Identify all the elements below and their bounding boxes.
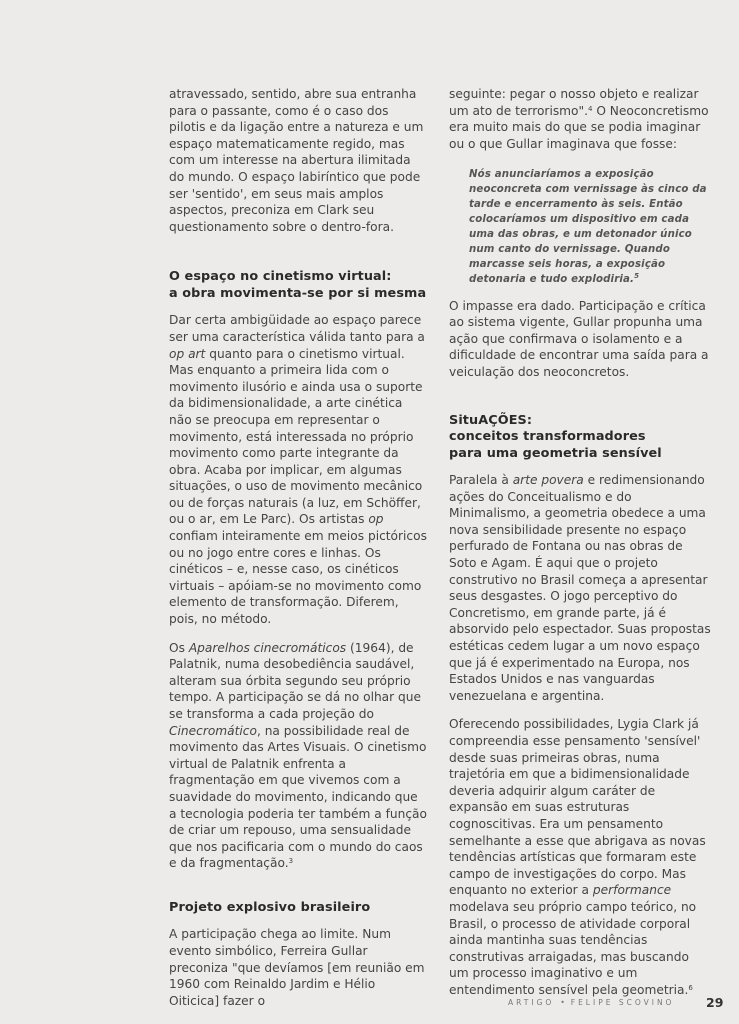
right-column — [449, 86, 711, 999]
block-quote: Nós anunciaríamos a exposição neoconcreta com vernissage às cinco da tarde e encerramento às seis. Então colocaríamos um dispositivo em cada uma das obras, e um detonador único num canto do vernissage. Quando marcasse seis horas, a exposição detonaria e tudo explodiria.$^5$ — [469, 169, 707, 285]
footer-section: ARTIGO — [508, 998, 555, 1007]
section-heading-line: para uma geometria sensível — [449, 445, 662, 461]
section-heading-line: O espaço no cinetismo virtual: — [169, 269, 392, 285]
footer-separator: • — [560, 998, 565, 1007]
section-heading-line: conceitos transformadores — [449, 429, 646, 445]
footnote-ref: 5 — [634, 271, 640, 280]
section-heading-explosive-project: Projeto explosivo brasileiro — [169, 899, 371, 915]
paragraph-spatial-labyrinth: atravessado, sentido, abre sua entranha para o passante, como é o caso dos pilotis e da ligação entre a natureza e um espaço matematicamente regido, mas com um interesse na abertura ilimitada do mundo. O espaço labiríntico que pode ser 'sentido', em seus mais amplos aspectos, preconiza em Clark seu questionamento sobre o dentro-fora. — [169, 87, 424, 234]
page-number: 29 — [706, 995, 724, 1010]
section-heading-line: a obra movimenta-se por si mesma — [169, 285, 427, 301]
left-column — [169, 86, 427, 1009]
paragraph-palatnik: Os Aparelhos cinecromáticos (1964), de Palatnik, numa desobediência saudável, alteram sua órbita segundo seu próprio tempo. A participação se dá no olhar que se transforma a cada projeção do Cinecromático, na possibilidade real de movimento das Artes Visuais. O cinetismo virtual de Palatnik enfrenta a fragmentação em que vivemos com a suavidade do movimento, indicando que a tecnologia poderia ter também a função de criar um repouso, uma sensualidade que nos pacificaria com o mundo do caos e da fragmentação.$^3$ — [169, 640, 427, 871]
section-heading-line: SituAÇÕES: — [449, 412, 533, 428]
paragraph-gullar-participation: A participação chega ao limite. Num evento simbólico, Ferreira Gullar preconiza "que devíamos [em reunião em 1960 com Reinaldo Jardim e Hélio Oiticica] fazer o — [169, 927, 425, 1008]
section-heading-virtual-kineticism — [169, 269, 427, 302]
paragraph-lygia-clark: Oferecendo possibilidades, Lygia Clark já compreendia esse pensamento 'sensível' desde suas primeiras obras, numa trajetória em que a bidimensionalidade deveria adquirir algum caráter de expansão em suas estruturas cognoscitivas. Era um pensamento semelhante a esse que abrigava as novas tendências artísticas que formaram este campo de investigações do corpo. Mas enquanto no exterior a performance modelava seu próprio campo teórico, no Brasil, o processo de atividade corporal ainda mantinha suas tendências construtivas arraigadas, mas buscando um processo imaginativo e um entendimento sensível pela geometria.$^6$ — [449, 717, 706, 997]
footnote-ref: 3 — [288, 857, 294, 866]
footnote-ref: 6 — [688, 983, 693, 992]
paragraph-op-art: Dar certa ambigüidade ao espaço parece ser uma característica válida tanto para a op art quanto para o cinetismo virtual. Mas enquanto a primeira lida com o movimento ilusório e ainda usa o suporte da bidimensionalidade, a arte cinética não se preocupa em representar o movimento, está interessada no próprio movimento como parte integrante da obra. Acaba por implicar, em algumas situações, o uso de movimento mecânico ou de forças naturais (a luz, em Schöffer, ou o ar, em Le Parc). Os artistas op confiam inteiramente em meios pictóricos ou no jogo entre cores e linhas. Os cinéticos – e, nesse caso, os cinéticos virtuais – apóiam-se no movimento como elemento de transformação. Diferem, pois, no método. — [169, 313, 427, 627]
paragraph-arte-povera: Paralela à arte povera e redimensionando ações do Conceitualismo e do Minimalismo, a geometria obedece a uma nova sensibilidade presente no espaço perfurado de Fontana ou nas obras de Soto e Agam. É aqui que o projeto construtivo no Brasil começa a apresentar seus desgastes. O jogo perceptivo do Concretismo, em grande parte, já é absorvido pelo espectador. Suas propostas estéticas cedem lugar a um novo espaço que já é experimentado na Europa, nos Estados Unidos e nas vanguardas venezuelana e argentina. — [449, 473, 711, 703]
section-heading-situacoes — [449, 413, 711, 463]
paragraph-impasse: O impasse era dado. Participação e crítica ao sistema vigente, Gullar propunha uma ação que confirmava o isolamento e a dificuldade de encontrar uma saída para a veiculação dos neoconcretos. — [449, 298, 709, 379]
footer-author: FELIPE SCOVINO — [570, 998, 675, 1007]
running-footer — [508, 998, 674, 1007]
paragraph-gullar-terrorism: seguinte: pegar o nosso objeto e realizar um ato de terrorismo".$^4$ O Neoconcretismo era muito mais do que se podia imaginar ou o que Gullar imaginava que fosse: — [449, 87, 709, 151]
footnote-ref: 4 — [587, 104, 593, 113]
